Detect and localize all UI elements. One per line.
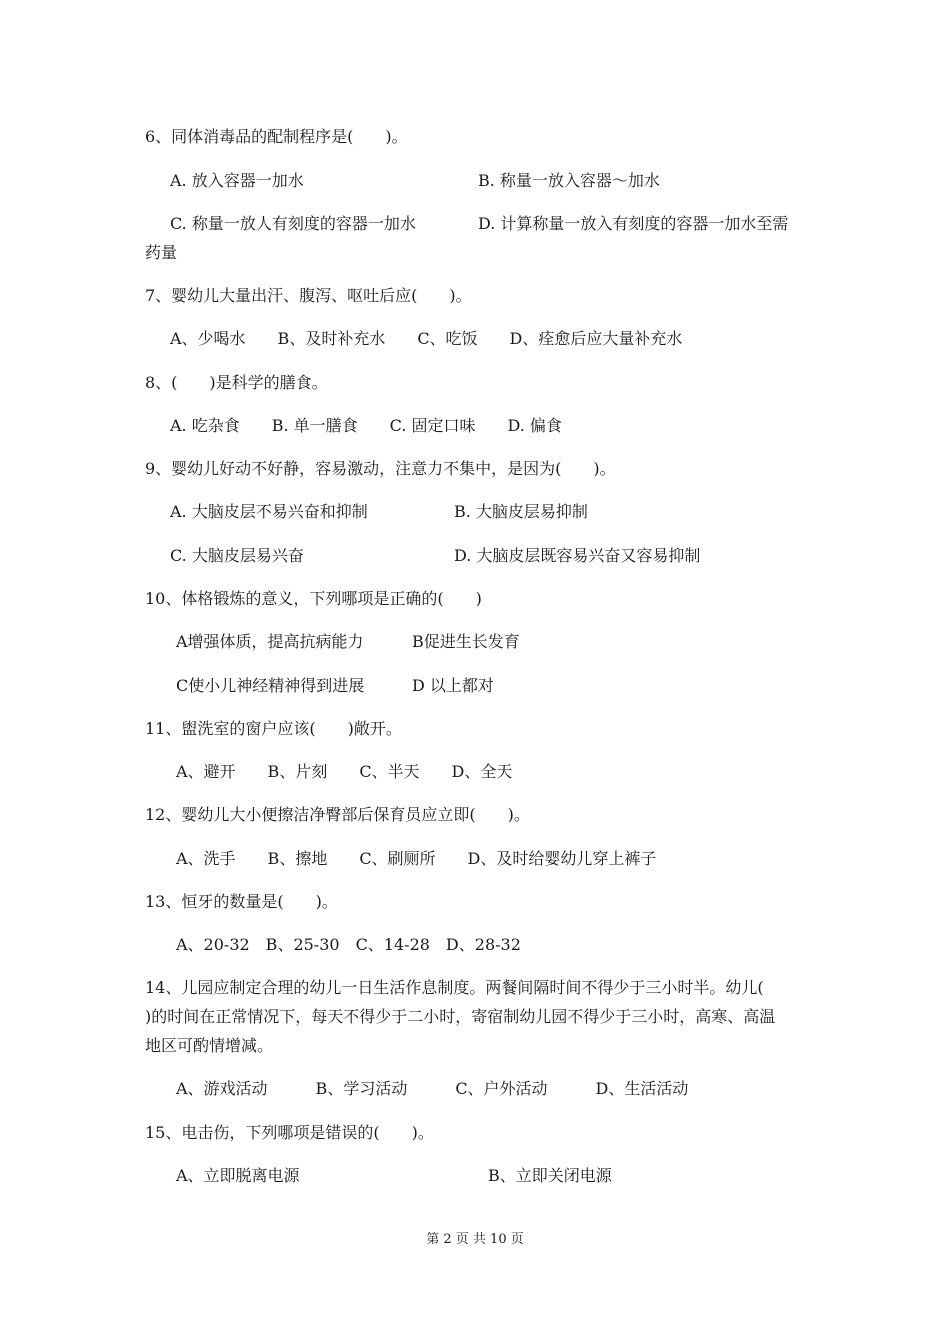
question-12-stem: 12、婴幼儿大小便擦洁净臀部后保育员应立即( )。: [145, 805, 530, 824]
question-15-option-a: A、立即脱离电源: [176, 1166, 300, 1185]
question-7-options: A、少喝水 B、及时补充水 C、吃饭 D、痊愈后应大量补充水: [170, 329, 683, 348]
question-6-option-a: A. 放入容器一加水: [170, 171, 304, 190]
question-6-option-d-continued: 药量: [145, 243, 178, 262]
question-7-stem: 7、婴幼儿大量出汗、腹泻、呕吐后应( )。: [145, 286, 472, 305]
question-9-option-d: D. 大脑皮层既容易兴奋又容易抑制: [454, 546, 701, 565]
question-13-stem: 13、恒牙的数量是( )。: [145, 892, 338, 911]
question-10-option-d: D 以上都对: [412, 676, 494, 695]
question-6-stem: 6、同体消毒品的配制程序是( )。: [145, 127, 408, 146]
question-15-option-b: B、立即关闭电源: [488, 1166, 612, 1185]
question-8-options: A. 吃杂食 B. 单一膳食 C. 固定口味 D. 偏食: [170, 416, 562, 435]
question-12-options: A、洗手 B、擦地 C、刷厕所 D、及时给婴幼儿穿上裤子: [176, 849, 657, 868]
question-14-stem-line-1: 14、儿园应制定合理的幼儿一日生活作息制度。两餐间隔时间不得少于三小时半。幼儿(: [145, 978, 764, 997]
question-10-stem: 10、体格锻炼的意义，下列哪项是正确的( ): [145, 589, 482, 608]
question-8-stem: 8、( )是科学的膳食。: [145, 373, 328, 392]
question-10-option-b: B促进生长发育: [412, 632, 520, 651]
question-14-options: A、游戏活动 B、学习活动 C、户外活动 D、生活活动: [176, 1079, 689, 1098]
question-9-option-c: C. 大脑皮层易兴奋: [170, 546, 304, 565]
question-11-options: A、避开 B、片刻 C、半天 D、全天: [176, 762, 513, 781]
question-14-stem-line-3: 地区可酌情增减。: [145, 1036, 274, 1055]
question-13-options: A、20-32 B、25-30 C、14-28 D、28-32: [176, 935, 521, 954]
question-6-option-d: D. 计算称量一放入有刻度的容器一加水至需: [478, 214, 789, 233]
question-10-option-c: C使小儿神经精神得到进展: [176, 676, 365, 695]
question-9-stem: 9、婴幼儿好动不好静，容易激动，注意力不集中，是因为( )。: [145, 459, 616, 478]
question-15-stem: 15、电击伤，下列哪项是错误的( )。: [145, 1123, 434, 1142]
question-6-option-b: B. 称量一放入容器～加水: [478, 171, 660, 190]
question-9-option-a: A. 大脑皮层不易兴奋和抑制: [170, 502, 368, 521]
question-9-option-b: B. 大脑皮层易抑制: [454, 502, 588, 521]
question-14-stem-line-2: )的时间在正常情况下，每天不得少于二小时，寄宿制幼儿园不得少于三小时，高寒、高温: [145, 1007, 776, 1026]
question-11-stem: 11、盥洗室的窗户应该( )敞开。: [145, 719, 402, 738]
question-6-option-c: C. 称量一放人有刻度的容器一加水: [170, 214, 416, 233]
page-number-footer: 第 2 页 共 10 页: [426, 1232, 524, 1247]
question-10-option-a: A增强体质，提高抗病能力: [176, 632, 364, 651]
